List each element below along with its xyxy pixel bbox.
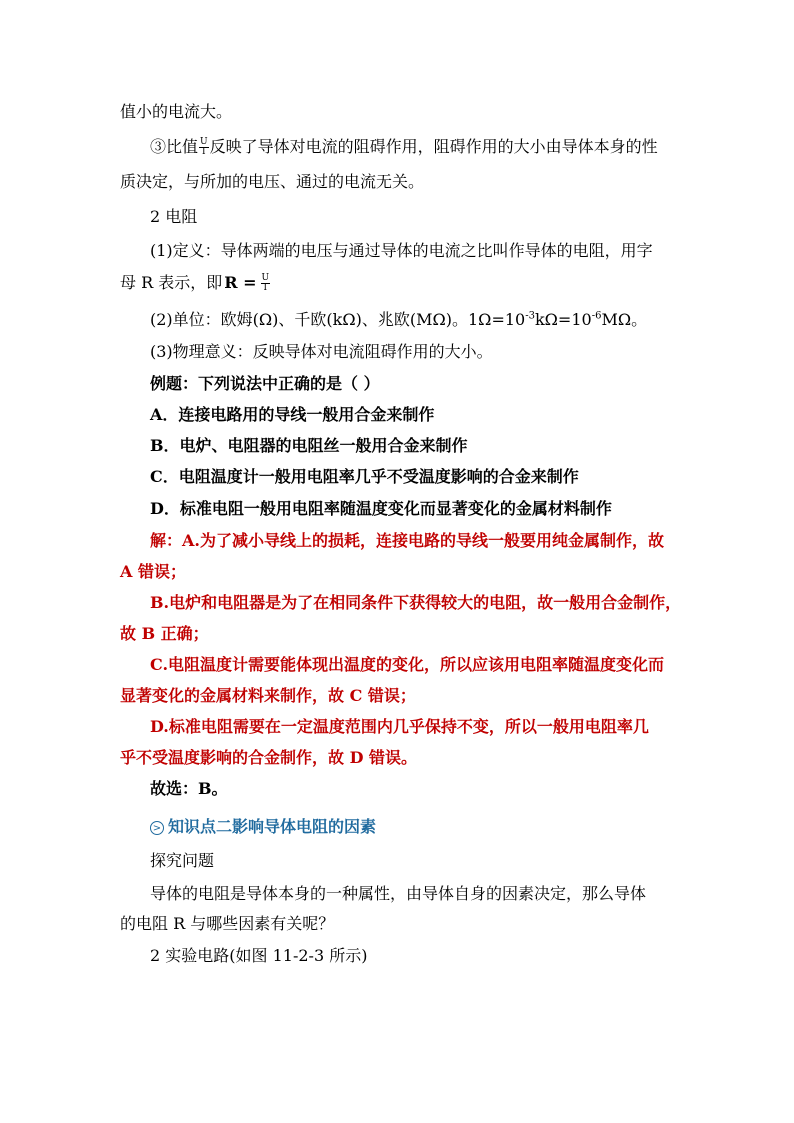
answer-line: 故选：B。 [150,779,228,798]
knowledge-heading [150,816,376,838]
example-question: 例题：下列说法中正确的是（ ） [150,374,380,393]
solution-line: 解：A.为了减小导线上的损耗，连接电路的导线一般要用纯金属制作，故 [150,531,664,550]
text-line: 导体的电阻是导体本身的一种属性，由导体自身的因素决定，那么导体 [150,884,647,903]
text-line [150,136,658,158]
text-line: 质决定，与所加的电压、通过的电流无关。 [120,172,425,191]
solution-line: D.标准电阻需要在一定温度范围内几乎保持不变，所以一般用电阻率几 [150,717,649,736]
text-span: kΩ=10 [534,310,592,329]
solution-line: A 错误； [120,562,186,581]
text-line: (3)物理意义：反映导体对电流阻碍作用的大小。 [150,342,493,361]
text-line: 2 实验电路(如图 11-2-3 所示) [150,946,368,965]
option-a: A．连接电路用的导线一般用合金来制作 [150,405,435,424]
text-span: 反映了导体对电流的阻碍作用，阻碍作用的大小由导体本身的性 [209,137,658,156]
option-c: C．电阻温度计一般用电阻率几乎不受温度影响的合金来制作 [150,467,579,486]
superscript: -3 [525,310,535,322]
text-span: MΩ。 [601,310,648,329]
arrow-circle-icon: > [150,821,164,835]
solution-line: 乎不受温度影响的合金制作，故 D 错误。 [120,748,418,767]
heading-text: 知识点二影响导体电阻的因素 [168,817,377,836]
text-span: ③比值 [150,137,199,156]
formula: R = [224,273,257,292]
solution-line: 故 B 正确； [120,624,209,643]
fraction-numerator: U [200,137,208,147]
text-span: 母 R 表示，即 [120,273,223,292]
text-line [120,272,271,294]
option-b: B．电炉、电阻器的电阻丝一般用合金来制作 [150,436,468,455]
solution-line: B.电炉和电阻器是为了在相同条件下获得较大的电阻，故一般用合金制作， [150,593,682,612]
text-line: 的电阻 R 与哪些因素有关呢？ [120,914,335,933]
section-title: 2 电阻 [150,207,198,226]
superscript: -6 [591,310,602,322]
fraction-u-over-i [199,138,209,157]
solution-line: C.电阻温度计需要能体现出温度的变化，所以应该用电阻率随温度变化而 [150,655,665,674]
text-line: (1)定义：导体两端的电压与通过导体的电流之比叫作导体的电阻，用字 [150,241,653,260]
fraction-u-over-i [261,274,271,293]
text-line [150,309,647,331]
solution-line: 显著变化的金属材料来制作，故 C 错误； [120,686,416,705]
text-line: 值小的电流大。 [120,102,233,121]
text-line: 探究问题 [150,851,215,870]
text-span: (2)单位：欧姆(Ω)、千欧(kΩ)、兆欧(MΩ)。1Ω=10 [150,310,526,329]
option-d: D．标准电阻一般用电阻率随温度变化而显著变化的金属材料制作 [150,499,612,518]
fraction-denominator: I [202,147,206,157]
fraction-numerator: U [261,273,270,283]
fraction-denominator: I [263,283,268,293]
